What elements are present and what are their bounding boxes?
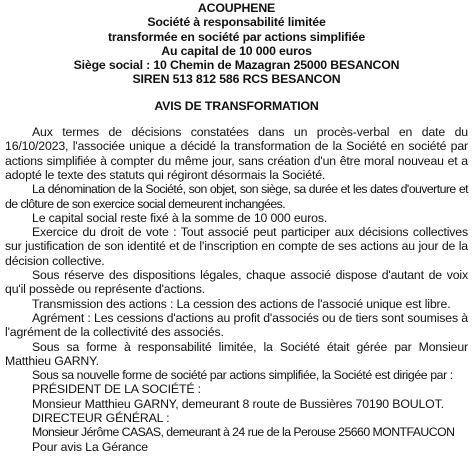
legal-form: Société à responsabilité limitée	[147, 15, 326, 30]
paragraph-former-management: Sous sa forme à responsabilité limitée, la Société était gérée par Monsieur Matthieu GARNY.	[5, 339, 468, 368]
president-heading: PRÉSIDENT DE LA SOCIÉTÉ :	[32, 382, 201, 397]
paragraph-new-management: Sous sa nouvelle forme de société par actions simplifiée, la Société est dirigée par :	[32, 368, 453, 383]
paragraph-unchanged-items: La dénomination de la Société, son objet, son siège, sa durée et les dates d'ouverture et de clôture de son exercice social demeurent inchangées.	[5, 182, 468, 211]
transformed-into: transformée en société par actions simplifiée	[107, 29, 366, 44]
paragraph-votes: Sous réserve des dispositions légales, chaque associé dispose d'autant de voix qu'il possède ou représente d'actions.	[5, 268, 468, 297]
notice-body	[5, 125, 468, 454]
registered-office: Siège social : 10 Chemin de Mazagran 25000 BESANCON	[73, 58, 400, 73]
legal-notice	[5, 1, 468, 454]
company-name: ACOUPHENE	[197, 1, 276, 15]
siren-number: SIREN 513 812 586 RCS BESANCON	[132, 72, 341, 87]
signature-line: Pour avis La Gérance	[32, 439, 148, 454]
president-details: Monsieur Matthieu GARNY, demeurant 8 route de Bussières 70190 BOULOT.	[32, 396, 444, 411]
notice-title: AVIS DE TRANSFORMATION	[154, 98, 319, 113]
paragraph-decision: Aux termes de décisions constatées dans un procès-verbal en date du 16/10/2023, l'associée unique a décidé la transformation de la Société en société par actions simplifiée à compter du même jour, sans création d'un être moral nouveau et a adopté le texte des statuts qui régiront désormais la Société.	[5, 125, 468, 182]
share-capital: Au capital de 10 000 euros	[161, 43, 312, 58]
general-director-details: Monsieur Jérôme CASAS, demeurant à 24 rue de la Perouse 25660 MONTFAUCON	[32, 425, 455, 440]
paragraph-share-transfer: Transmission des actions : La cession des actions de l'associé unique est libre.	[32, 296, 451, 311]
general-director-heading: DIRECTEUR GÉNÉRAL :	[32, 411, 170, 426]
paragraph-approval: Agrément : Les cessions d'actions au profit d'associés ou de tiers sont soumises à l'agrément de la collectivité des associés.	[5, 310, 468, 340]
paragraph-voting-rights: Exercice du droit de vote : Tout associé peut participer aux décisions collectives sur justification de son identité et de l'inscription en compte de ses actions au jour de la décision collective.	[5, 225, 468, 268]
company-header	[5, 1, 468, 87]
paragraph-share-capital: Le capital social reste fixé à la somme de 10 000 euros.	[32, 210, 328, 225]
